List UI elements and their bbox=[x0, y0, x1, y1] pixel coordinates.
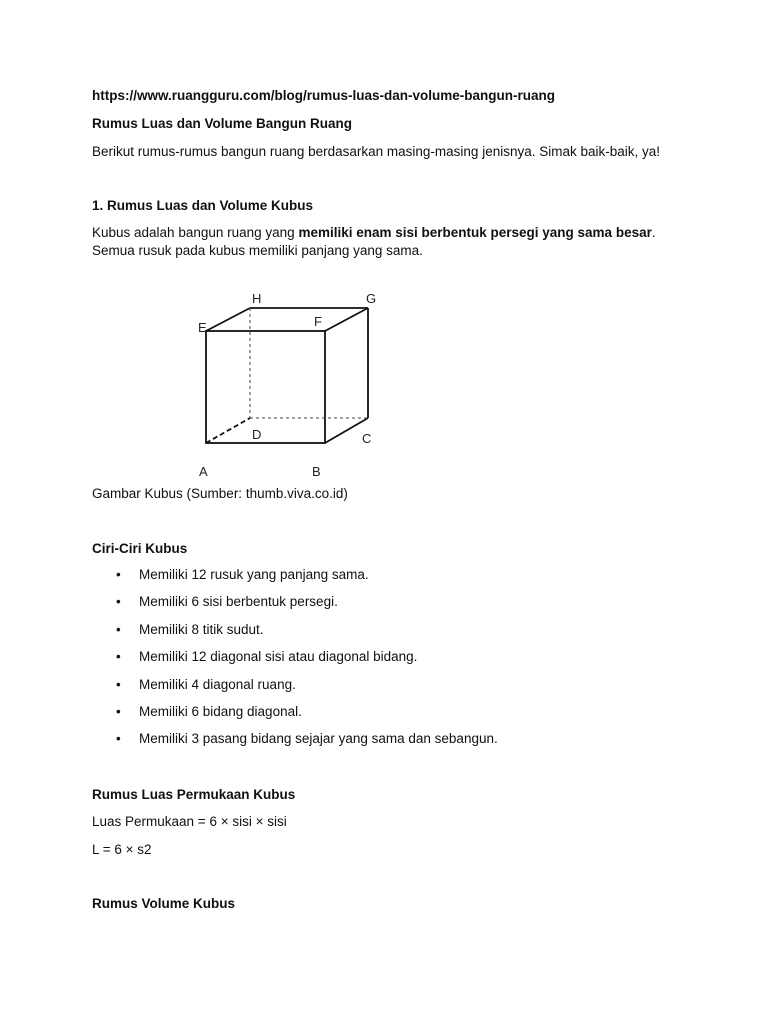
list-item bbox=[92, 730, 498, 757]
list-item-text: Memiliki 12 rusuk yang panjang sama. bbox=[139, 567, 369, 582]
cube-solid-edges bbox=[206, 308, 368, 443]
edge-ad bbox=[206, 418, 250, 443]
figure-caption: Gambar Kubus (Sumber: thumb.viva.co.id) bbox=[92, 486, 348, 501]
label-f: F bbox=[314, 314, 322, 329]
list-item-text: Memiliki 6 bidang diagonal. bbox=[139, 703, 302, 719]
luas-formula: Luas Permukaan = 6 × sisi × sisi bbox=[92, 814, 287, 829]
ciri-heading: Ciri-Ciri Kubus bbox=[92, 541, 188, 556]
cube-figure bbox=[90, 262, 490, 477]
list-item-text: Memiliki 6 sisi berbentuk persegi. bbox=[139, 594, 338, 610]
bullet-icon: • bbox=[116, 567, 121, 582]
label-d: D bbox=[252, 427, 262, 442]
bullet-icon: • bbox=[116, 703, 121, 719]
bullet-icon: • bbox=[116, 676, 121, 692]
bullet-icon: • bbox=[116, 594, 121, 610]
label-g: G bbox=[366, 291, 377, 306]
list-item bbox=[92, 648, 498, 675]
edge-fg bbox=[325, 308, 368, 331]
list-item-text: Memiliki 8 titik sudut. bbox=[139, 621, 264, 637]
cube-front-face bbox=[206, 331, 325, 443]
source-url[interactable]: https://www.ruangguru.com/blog/rumus-luas-dan-volume-bangun-ruang bbox=[92, 88, 555, 103]
label-b: B bbox=[312, 464, 321, 477]
section-kubus-heading: 1. Rumus Luas dan Volume Kubus bbox=[92, 198, 314, 213]
label-h: H bbox=[252, 291, 262, 306]
kubus-definition-part1: Kubus adalah bangun ruang yang bbox=[92, 225, 299, 240]
list-item bbox=[92, 676, 498, 703]
label-e: E bbox=[198, 320, 207, 335]
cube-diagram bbox=[90, 262, 490, 477]
bullet-icon: • bbox=[116, 621, 121, 637]
list-item bbox=[92, 703, 498, 730]
list-item-text: Memiliki 3 pasang bidang sejajar yang sama dan sebangun. bbox=[139, 731, 498, 747]
volume-heading: Rumus Volume Kubus bbox=[92, 896, 236, 911]
kubus-definition bbox=[92, 224, 672, 260]
list-item bbox=[92, 566, 498, 593]
document-title: Rumus Luas dan Volume Bangun Ruang bbox=[92, 116, 353, 131]
label-a: A bbox=[199, 464, 208, 477]
ciri-list bbox=[92, 566, 498, 758]
bullet-icon: • bbox=[116, 731, 121, 747]
list-item-text: Memiliki 12 diagonal sisi atau diagonal bidang. bbox=[139, 649, 418, 665]
kubus-definition-part2: . Semua rusuk pada kubus memiliki panjang yang sama. bbox=[92, 225, 656, 258]
label-c: C bbox=[362, 431, 372, 446]
kubus-definition-bold: memiliki enam sisi berbentuk persegi yang sama besar bbox=[298, 225, 652, 240]
luas-heading: Rumus Luas Permukaan Kubus bbox=[92, 787, 296, 802]
edge-eh bbox=[206, 308, 250, 331]
cube-hidden-edge-ad bbox=[206, 418, 250, 443]
intro-text: Berikut rumus-rumus bangun ruang berdasarkan masing-masing jenisnya. Simak baik-baik, ya! bbox=[92, 144, 661, 159]
bullet-icon: • bbox=[116, 649, 121, 665]
cube-hidden-edges bbox=[250, 308, 368, 418]
list-item bbox=[92, 593, 498, 620]
list-item bbox=[92, 621, 498, 648]
list-item-text: Memiliki 4 diagonal ruang. bbox=[139, 676, 296, 692]
luas-short-formula: L = 6 × s2 bbox=[92, 842, 152, 857]
